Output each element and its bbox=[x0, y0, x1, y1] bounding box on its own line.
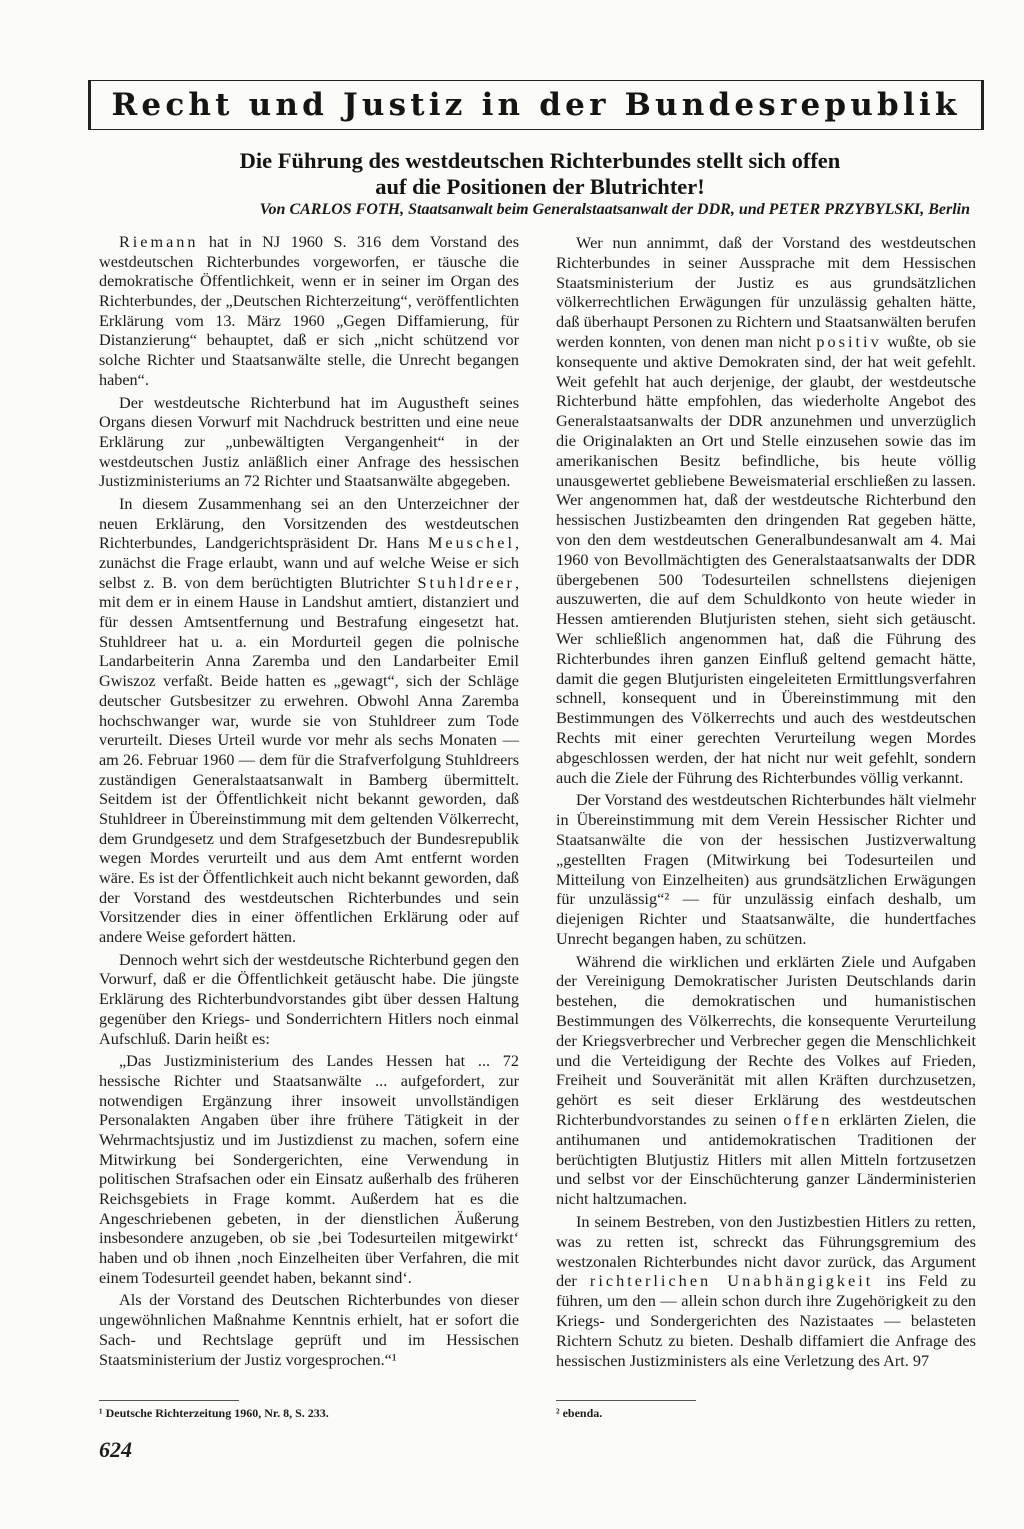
footnote-rule-left bbox=[99, 1400, 239, 1401]
left-column bbox=[99, 233, 519, 1373]
headline-line-1: Die Führung des westdeutschen Richterbundes stellt sich offen bbox=[239, 148, 841, 173]
right-column bbox=[556, 233, 976, 1373]
emphasis: offen bbox=[783, 1110, 833, 1130]
paragraph: Riemann hat in NJ 1960 S. 316 dem Vorstand des westdeutschen Richterbundes vorgeworfen, er täusche die demokratische Öffentlichkeit, wenn er in seiner im Organ des Richterbundes, der „Deutschen Richterzeitung“, veröffentlichten Erklärung vom 13. März 1960 „Gegen Diffamierung, für Distanzierung“ behauptet, daß er sich „nicht schützend vor solche Richter und Staatsanwälte stelle, die Unrecht begangen haben“. bbox=[99, 233, 519, 389]
spaced-name: Meuschel bbox=[428, 534, 515, 553]
emphasis: richterlichen Unabhängigkeit bbox=[589, 1271, 874, 1291]
paragraph: Dennoch wehrt sich der westdeutsche Richterbund gegen den Vorwurf, daß er die Öffentlichkeit getäuscht habe. Die jüngste Erklärung des Richterbundvorstandes gibt über dessen Haltung gegenüber den Kriegs- und Sonderrichtern Hitlers noch einmal Aufschluß. Darin heißt es: bbox=[99, 950, 519, 1048]
paragraph: In seinem Bestreben, von den Justizbestien Hitlers zu retten, was zu retten ist, schreckt das Führungsgremium des westzonalen Richterbundes nicht davor zurück, das Argument der richterlichen Unabhängigkeit ins Feld zu führen, um den — allein schon durch ihre Zugehörigkeit zu den Kriegs- und Sondergerichten des Nazistaates — belasteten Richtern Schutz zu bieten. Deshalb diffamiert die Anfrage des hessischen Justizministers als eine Verletzung des Art. 97 bbox=[556, 1212, 976, 1370]
paragraph: Der Vorstand des westdeutschen Richterbundes hält vielmehr in Übereinstimmung mit dem Verein Hessischer Richter und Staatsanwälte die von der hessischen Justizverwaltung „gestellten Fragen (Mitwirkung bei Todesurteilen und Mitteilung von Einzelheiten) aus grundsätzlichen Erwägungen für unzulässig“² — für unzulässig einfach deshalb, um diejenigen Richter und Staatsanwälte, die hundertfaches Unrecht begangen haben, zu schützen. bbox=[556, 790, 976, 948]
emphasis: positiv bbox=[816, 331, 882, 351]
quote-paragraph: „Das Justizministerium des Landes Hessen hat ... 72 hessische Richter und Staatsanwälte ... aufgefordert, zur notwendigen Ergänzung ihrer insoweit unvollständigen Personalakten Angaben über ihre frühere Tätigkeit in der Wehrmachtsjustiz und im Justizdienst zu machen, sofern eine Mitwirkung bei Sondergerichten, eine Verwendung in politischen Strafsachen oder ein Einsatz außerhalb des früheren Reichsgebiets in Frage kommt. Außerdem hat es die Angeschriebenen gebeten, in der dienstlichen Äußerung insbesondere anzugeben, ob sie ‚bei Todesurteilen mitgewirkt‘ haben und ob ihnen ‚noch Einzelheiten über Verfahren, die mit einem Todesurteil geendet haben, bekannt sind‘. bbox=[99, 1052, 519, 1287]
byline: Von CARLOS FOTH, Staatsanwalt beim Generalstaatsanwalt der DDR, und PETER PRZYBYLSKI, Berlin bbox=[259, 201, 970, 218]
spaced-name: Riemann bbox=[119, 233, 199, 251]
headline-line-2: auf die Positionen der Blutrichter! bbox=[375, 174, 705, 199]
paragraph: In diesem Zusammenhang sei an den Unterzeichner der neuen Erklärung, den Vorsitzenden des westdeutschen Richterbundes, Landgerichtspräsident Dr. Hans Meuschel, zunächst die Frage erlaubt, wann und auf welche Weise er sich selbst z. B. von dem berüchtigten Blutrichter Stuhldreer, mit dem er in einem Hause in Landshut amtiert, distanziert und für dessen Amtsentfernung und Bestrafung eingesetzt hat. Stuhldreer hat u. a. ein Mordurteil gegen die polnische Landarbeiterin Anna Zaremba und den Landarbeiter Emil Gwiszoz verfaßt. Beide hatten es „gewagt“, sich der Schläge deutscher Gutsbesitzer zu erwehren. Obwohl Anna Zaremba hochschwanger war, wurde sie von Stuhldreer zum Tode verurteilt. Dieses Urteil wurde vor mehr als sechs Monaten — am 26. Februar 1960 — dem für die Strafverfolgung Stuhldreers zuständigen Generalstaatsanwalt in Bamberg übermittelt. Seitdem ist der Öffentlichkeit nicht bekannt geworden, daß Stuhldreer in Übereinstimmung mit dem geltenden Völkerrecht, dem Grundgesetz und dem Strafgesetzbuch der Bundesrepublik wegen Mordes verurteilt und aus dem Amt entfernt worden wäre. Es ist der Öffentlichkeit auch nicht bekannt geworden, daß der Vorstand des westdeutschen Richterbundes und sein Vorsitzender dies in einer öffentlichen Erklärung oder auf andere Weise gefordert hätten. bbox=[99, 494, 519, 947]
paragraph: Während die wirklichen und erklärten Ziele und Aufgaben der Vereinigung Demokratischer Juristen Deutschlands darin bestehen, die demokratischen und humanistischen Bestimmungen des Völkerrechts, die konsequente Verurteilung der Kriegsverbrecher und Verbrecher gegen die Menschlichkeit und die Verteidigung der Rechte des Volkes auf Frieden, Freiheit und Souveränität mit allen Kräften durchzusetzen, gehört es seit dieser Erklärung des westdeutschen Richterbundvorstandes zu seinen offen erklärten Zielen, die antihumanen und antidemokratischen Traditionen der berüchtigten Blutjustiz Hitlers mit allen Mitteln fortzusetzen und selbst vor der Einschüchterung ganzer Länderministerien nicht haltzumachen. bbox=[556, 951, 977, 1209]
quote-paragraph: Als der Vorstand des Deutschen Richterbundes von dieser ungewöhnlichen Maßnahme Kenntnis erhielt, hat er sofort die Sach- und Rechtslage geprüft und im Hessischen Staatsministerium der Justiz vorgesprochen.“¹ bbox=[99, 1291, 519, 1369]
footnote-right: ² ebenda. bbox=[556, 1406, 603, 1420]
spaced-name: Stuhldreer bbox=[417, 573, 515, 592]
footnote-left: ¹ Deutsche Richterzeitung 1960, Nr. 8, S. 233. bbox=[99, 1406, 329, 1420]
footnote-rule-right bbox=[556, 1400, 696, 1401]
page-number: 624 bbox=[99, 1437, 132, 1462]
paragraph: Wer nun annimmt, daß der Vorstand des westdeutschen Richterbundes in seiner Aussprache mit dem Hessischen Staatsministerium der Justiz es aus grundsätzlichen völkerrechtlichen Erwägungen für unzulässig gehalten hätte, daß überhaupt Personen zu Richtern und Staatsanwälten berufen werden konnten, von denen man nicht positiv wußte, ob sie konsequente und aktive Demokraten sind, der hat weit gefehlt. Weit gefehlt hat auch derjenige, der glaubt, der westdeutsche Richterbund hätte empfohlen, das wiederholte Angebot des Generalstaatsanwalts der DDR anzunehmen und unverzüglich die Originalakten an Ort und Stelle einzusehen sowie das im amerikanischen Besitz befindliche, bis heute völlig unausgewertet gebliebene Beweismaterial erschließen zu lassen. Wer angenommen hat, daß der westdeutsche Richterbund den hessischen Justizbeamten den dringenden Rat gegeben hätte, von den dem westdeutschen Generalbundesanwalt am 4. Mai 1960 von Bevollmächtigten des Generalstaatsanwalts der DDR übergebenen 500 Todesurteilen schnellstens diejenigen auszuwerten, die auf dem Schuldkonto von heute wieder in Hessen amtierenden Blutjuristen stehen, sieht sich getäuscht. Wer schließlich angenommen hat, daß die Führung des Richterbundes ihren ganzen Einfluß geltend gemacht hätte, damit die gegen Blutjuristen eingeleiteten Ermittlungsverfahren schnell, konsequent und in Übereinstimmung mit den Bestimmungen des Völkerrechts und auch des westdeutschen Rechts mit einer gerechten Verurteilung wegen Mordes abgeschlossen werden, der hat nicht nur weit gefehlt, sondern auch die Ziele der Führung des Richterbundes völlig verkannt. bbox=[556, 233, 977, 787]
section-header-box bbox=[88, 80, 984, 130]
section-title: Recht und Justiz in der Bundesrepublik bbox=[111, 87, 961, 123]
paragraph: Der westdeutsche Richterbund hat im Augustheft seines Organs diesen Vorwurf mit Nachdruck bestritten und eine neue Erklärung zur „unbewältigten Vergangenheit“ in der westdeutschen Justiz anläßlich einer Anfrage des hessischen Justizministeriums an 72 Richter und Staatsanwälte abgegeben. bbox=[99, 393, 519, 491]
article-headline bbox=[100, 148, 980, 200]
